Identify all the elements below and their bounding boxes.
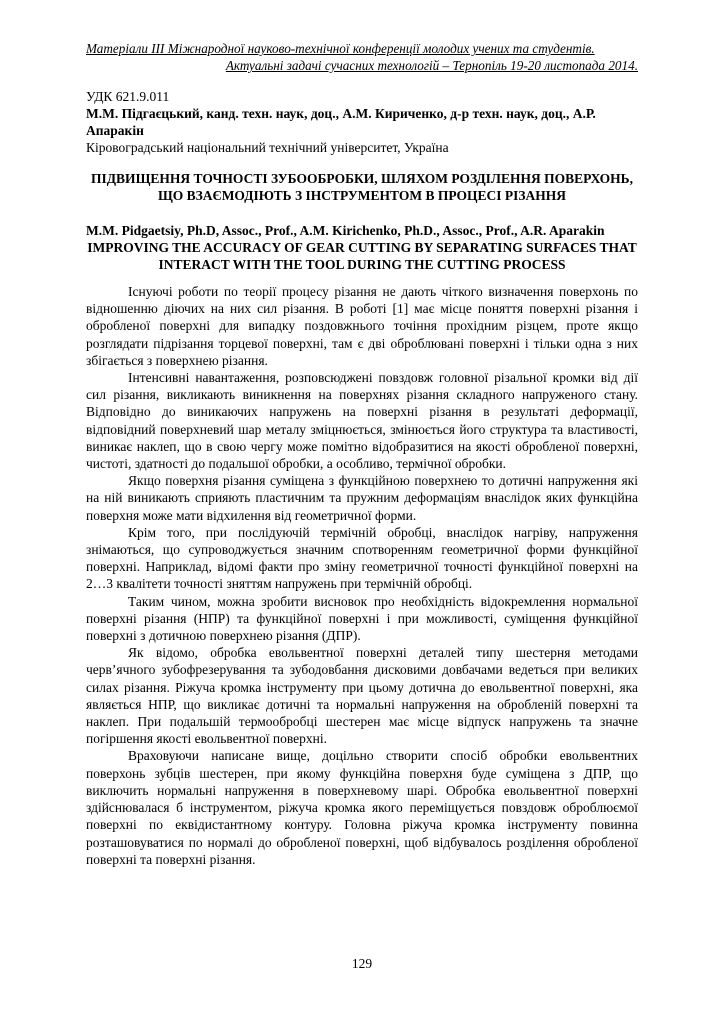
paragraph-2: Інтенсивні навантаження, розповсюджені повздовж головної різальної кромки від дії сил різання, викликають виникнення на поверхнях різання складного напруженого стану. Відповідно до виникаючих напружень на поверхні різання в результаті деформації, відповідний поверхневий шар металу зміцнюється, змінюється його структура та властивості, виникає наклеп, що в свою чергу може помітно відобразитися на якості обробленої поверхні, чистоті, здатності до подальшої обробки, а особливо, термічної обробки. xyxy=(86,370,638,472)
paragraph-1: Існуючі роботи по теорії процесу різання не дають чіткого визначення поверхонь по відношенню діючих на них сил різання. В роботі [1] має місце поняття поверхні різання і обробленої поверхні для випадку поздовжнього точіння прохідним різцем, проте якщо розглядати підрізання торцевої поверхні, там є дві оброблювані поверхні і тільки одна з них збігається з поверхнею різання. xyxy=(86,284,638,368)
paragraph-3: Якщо поверхня різання суміщена з функційною поверхнею то дотичні напруження які на ній виникають сприяють пластичним та пружним деформаціям внаслідок яких функційна поверхня може мати відхилення від геометричної форми. xyxy=(86,473,638,523)
title-ukrainian: ПІДВИЩЕННЯ ТОЧНОСТІ ЗУБООБРОБКИ, ШЛЯХОМ РОЗДІЛЕННЯ ПОВЕРХОНЬ, ЩО ВЗАЄМОДІЮТЬ З ІНСТРУМЕНТОМ В ПРОЦЕСІ РІЗАННЯ xyxy=(91,171,633,203)
udk-code: УДК 621.9.011 xyxy=(86,89,170,104)
paragraph-7: Враховуючи написане вище, доцільно створити спосіб обробки евольвентних поверхонь зубців шестерен, при якому функційна поверхня буде суміщена з ДПР, що виключить нормальні напруження в поверхневому шарі. Обробка евольвентної поверхні здійснювалася б інструментом, ріжуча кромка якого переміщується повздовж оброблюємої поверхні по еквідистантному контуру. Головна ріжуча кромка інструменту повинна розташовуватися по нормалі до обробленої поверхні, щоб відбувалось розділення обробленої поверхні та поверхні різання. xyxy=(86,748,638,867)
paragraph-5: Таким чином, можна зробити висновок про необхідність відокремлення нормальної поверхні різання (НПР) та функційної поверхні і при можливості, суміщення функційної поверхні з дотичною поверхнею різання (ДПР). xyxy=(86,593,638,644)
page-number: 129 xyxy=(351,956,373,971)
paragraph-4: Крім того, при послідуючій термічній обробці, внаслідок нагріву, напруження знімаються, що супроводжується значним спотворенням геометричної форми функційної поверхні. Наприклад, відомі факти про зміну геометричної точності функційної поверхні на 2…3 квалітети точності зняттям напружень при термічній обробці. xyxy=(86,524,638,592)
body-text xyxy=(86,283,638,868)
running-header-line-1: Матеріали ІІІ Міжнародної науково-технічної конференції молодих учених та студентів. xyxy=(86,41,595,56)
authors-ukrainian: М.М. Підгаєцький, канд. техн. наук, доц., А.М. Кириченко, д-р техн. наук, доц., А.Р. Апаракін xyxy=(86,106,596,138)
paragraph-6: Як відомо, обробка евольвентної поверхні деталей типу шестерня методами черв’ячного зубофрезерування та зубодовбання дисковими довбачами ведеться при великих силах різання. Ріжуча кромка інструменту при цьому дотична до евольвентної поверхні, яка являється НПР, що викликає дотичні та нормальні напруження на обробленій поверхні та наклеп. При подальшій термообробці шестерен має місце відпуск напружень та значне погіршення якості евольвентної поверхні. xyxy=(86,645,638,747)
title-english: IMPROVING THE ACCURACY OF GEAR CUTTING BY SEPARATING SURFACES THAT INTERACT WITH THE TOOL DURING THE CUTTING PROCESS xyxy=(87,240,637,272)
running-header-line-2: Актуальні задачі сучасних технологій – Тернопіль 19-20 листопада 2014. xyxy=(225,58,638,73)
affiliation: Кіровоградський національний технічний університет, Україна xyxy=(86,140,449,155)
authors-english: M.M. Pidgaetsiy, Ph.D, Assoc., Prof., A.M. Kirichenko, Ph.D., Assoc., Prof., A.R. Aparakin xyxy=(86,223,605,238)
running-header xyxy=(86,40,638,74)
